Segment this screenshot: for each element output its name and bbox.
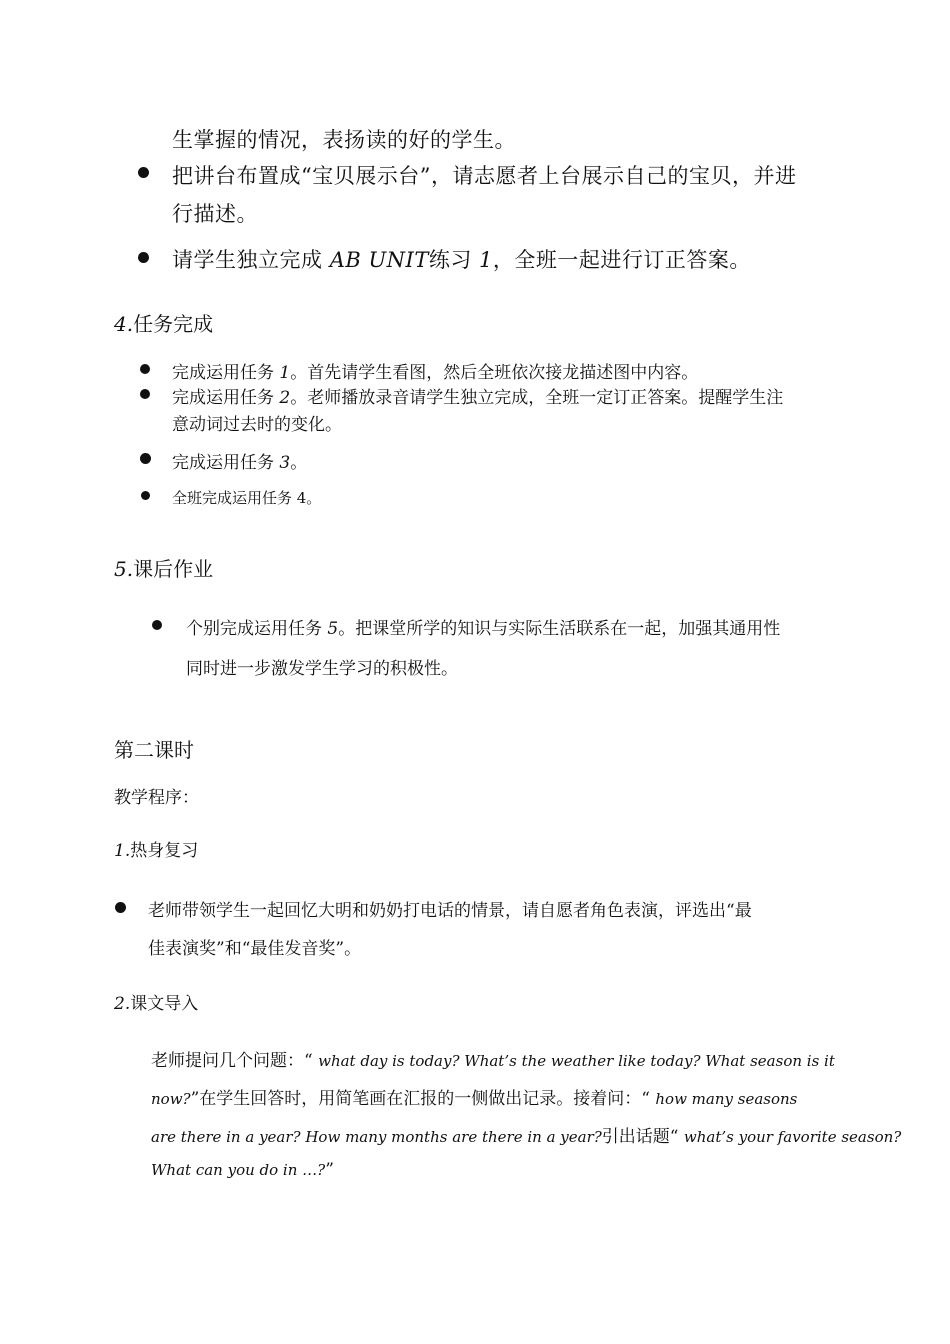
item1-num: 1 [279, 363, 291, 383]
section4-title: 任务完成 [133, 312, 214, 336]
paragraph-line4 [151, 1160, 334, 1180]
paragraph-line3 [151, 1122, 901, 1147]
section5-title: 课后作业 [133, 557, 214, 581]
s5-item1-prefix: 个别完成运用任务 [186, 619, 328, 639]
p4-quote: ” [325, 1160, 334, 1180]
bullet2-mid: 练习 [428, 248, 480, 272]
lesson2-title: 第二课时 [114, 738, 194, 762]
section5-number: 5. [114, 557, 134, 581]
step1-bullet-line2: 佳表演奖”和“最佳发音奖”。 [148, 939, 362, 959]
bullet-dot [140, 364, 150, 374]
p1-chinese: 老师提问几个问题：“ [151, 1051, 319, 1071]
section3-bullet1-line2: 行描述。 [172, 202, 258, 226]
bullet2-abunit: AB UNIT [329, 248, 429, 272]
step1-bullet-line1: 老师带领学生一起回忆大明和奶奶打电话的情景，请自愿者角色表演，评选出“最 [148, 901, 752, 921]
bullet2-num: 1 [479, 248, 493, 272]
section4-item2-line1 [172, 383, 783, 408]
section4-number: 4. [114, 312, 134, 336]
step1-title: 热身复习 [130, 841, 199, 861]
s5-item1-num: 5 [327, 619, 339, 639]
section4-item1 [172, 358, 698, 383]
bullet-dot [140, 389, 150, 399]
bullet-dot [141, 491, 150, 500]
bullet-dot [138, 252, 149, 263]
section4-heading [114, 308, 213, 337]
section4-item2-line2: 意动词过去时的变化。 [172, 415, 342, 435]
item2-num: 2 [279, 388, 291, 408]
item3-prefix: 完成运用任务 [172, 453, 280, 473]
bullet2-prefix: 请学生独立完成 [172, 248, 330, 272]
bullet-dot [138, 167, 149, 178]
item1-prefix: 完成运用任务 [172, 363, 280, 383]
section3-bullet1-line1: 把讲台布置成“宝贝展示台”，请志愿者上台展示自己的宝贝，并进 [172, 164, 797, 188]
step2-heading [114, 989, 198, 1014]
bullet-dot [140, 453, 151, 464]
bullet-dot [115, 902, 126, 913]
lesson2-procedure: 教学程序： [114, 788, 199, 808]
p2-english-a: now? [151, 1090, 191, 1108]
section3-bullet2 [172, 244, 751, 274]
paragraph-line1 [151, 1046, 835, 1071]
step1-heading [114, 836, 198, 861]
section4-item3 [172, 448, 307, 473]
s5-item1-suffix: 。把课堂所学的知识与实际生活联系在一起，加强其通用性 [338, 619, 781, 639]
section3-continued-line: 生掌握的情况，表扬读的好的学生。 [172, 128, 516, 152]
step2-number: 2. [114, 994, 131, 1014]
p3-english-a: are there in a year? How many months are there in a year? [151, 1128, 602, 1146]
p2-chinese: ”在学生回答时，用简笔画在汇报的一侧做出记录。接着问：“ [190, 1089, 656, 1109]
p3-chinese: 引出话题“ [601, 1127, 684, 1147]
step1-number: 1. [114, 841, 131, 861]
bullet-dot [152, 620, 162, 630]
item3-num: 3 [279, 453, 291, 473]
bullet2-suffix: ，全班一起进行订正答案。 [492, 248, 751, 272]
p1-english: what day is today? What’s the weather like today? What season is it [318, 1052, 835, 1070]
section5-heading [114, 553, 213, 582]
item2-prefix: 完成运用任务 [172, 388, 280, 408]
p4-english: What can you do in …? [151, 1161, 326, 1179]
item1-suffix: 。首先请学生看图，然后全班依次接龙描述图中内容。 [290, 363, 699, 383]
p2-english-b: how many seasons [655, 1090, 798, 1108]
step2-title: 课文导入 [130, 994, 199, 1014]
paragraph-line2 [151, 1084, 797, 1109]
section5-item1-line2: 同时进一步激发学生学习的积极性。 [186, 659, 458, 679]
section5-item1-line1 [186, 614, 780, 639]
item3-suffix: 。 [290, 453, 308, 473]
item2-suffix: 。老师播放录音请学生独立完成，全班一定订正答案。提醒学生注 [290, 388, 784, 408]
section4-item4: 全班完成运用任务 4。 [172, 489, 322, 507]
p3-english-b: what’s your favorite season? [683, 1128, 902, 1146]
